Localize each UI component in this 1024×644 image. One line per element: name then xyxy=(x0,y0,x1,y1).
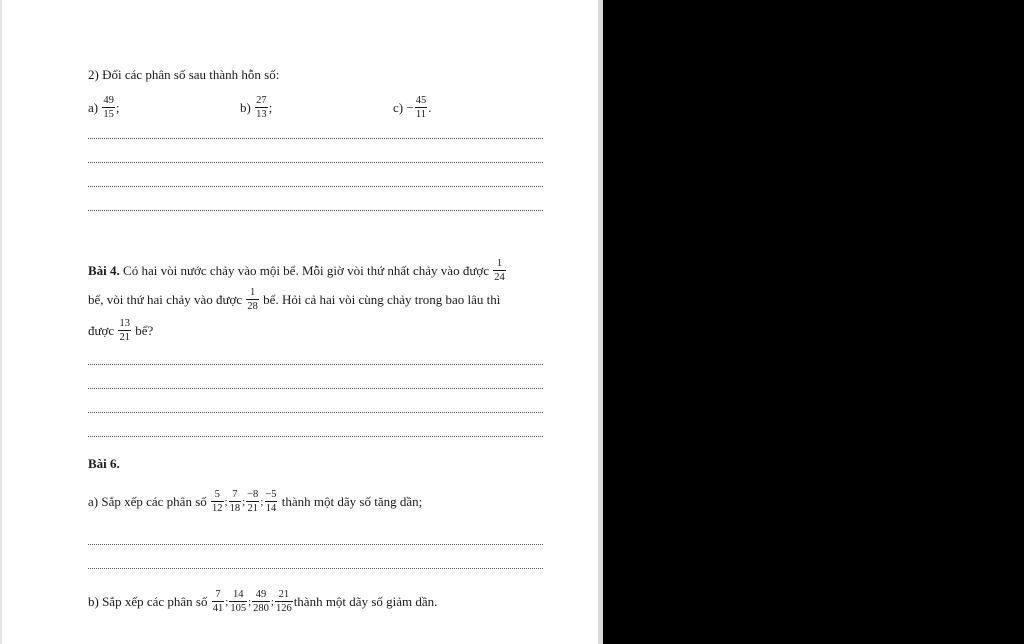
fraction-denominator: 105 xyxy=(230,603,247,614)
q2-item-a xyxy=(88,95,119,120)
bai6-a-pre: a) Sắp xếp các phân số xyxy=(88,493,207,509)
q2-c-suffix: . xyxy=(428,99,432,115)
answer-line xyxy=(88,186,543,187)
page-edge-shadow xyxy=(598,0,603,644)
fraction-denominator: 12 xyxy=(212,503,223,514)
fraction-denominator: 15 xyxy=(103,109,114,120)
bai4-text-3-pre: được xyxy=(88,322,115,338)
bai6-part-b xyxy=(88,589,437,614)
bai4-line-3 xyxy=(88,318,153,343)
bai6-b-pre: b) Sắp xếp các phân số xyxy=(88,593,208,609)
bai6-part-a xyxy=(88,489,422,514)
fraction-denominator: 18 xyxy=(229,503,241,514)
answer-line xyxy=(88,436,543,437)
fraction-numerator: 45 xyxy=(415,95,427,106)
q2-item-b xyxy=(240,95,272,120)
fraction-numerator: 13 xyxy=(119,318,130,329)
bai4-text-2-pre: bể, vòi thứ hai chảy vào được xyxy=(88,291,243,307)
fraction-denominator: 13 xyxy=(256,109,267,120)
separator: ; xyxy=(224,495,228,508)
fraction-numerator: 49 xyxy=(255,589,267,600)
fraction-denominator: 41 xyxy=(212,603,224,614)
bai6-a-post: thành một dãy số tăng dần; xyxy=(281,493,423,509)
fraction-27-13 xyxy=(255,95,268,120)
answer-line xyxy=(88,544,543,545)
separator: ; xyxy=(242,495,246,508)
fraction-7-41 xyxy=(212,589,225,614)
fraction-21-126 xyxy=(275,589,293,614)
q2-c-label: c) xyxy=(393,99,404,115)
fraction-49-280 xyxy=(252,589,270,614)
fraction-neg5-14 xyxy=(264,489,277,514)
separator: ; xyxy=(260,495,264,508)
fraction-numerator: −8 xyxy=(247,489,259,500)
bai4-line-2 xyxy=(88,287,500,312)
bai4-text-1: Có hai vòi nước chảy vào mội bể. Mỗi giờ vòi thứ nhất chảy vào được xyxy=(123,262,490,278)
fraction-7-18 xyxy=(229,489,242,514)
fraction-numerator: 1 xyxy=(250,287,256,298)
answer-line xyxy=(88,568,543,569)
fraction-numerator: −5 xyxy=(265,489,277,500)
fraction-numerator: 27 xyxy=(256,95,267,106)
fraction-1-24 xyxy=(493,258,506,283)
fraction-14-105 xyxy=(229,589,247,614)
fraction-denominator: 28 xyxy=(247,301,258,312)
fraction-denominator: 14 xyxy=(265,503,277,514)
fraction-numerator: 21 xyxy=(278,589,290,600)
fraction-numerator: 1 xyxy=(496,258,503,269)
fraction-denominator: 21 xyxy=(119,332,130,343)
fraction-5-12 xyxy=(211,489,224,514)
fraction-45-11 xyxy=(415,95,428,120)
bai6-b-post: thành một dãy số giảm dần. xyxy=(293,593,438,609)
separator: ; xyxy=(270,595,274,608)
bai4-text-2-post: bể. Hỏi cả hai vòi cùng chảy trong bao lâu thì xyxy=(263,291,501,307)
fraction-1-28 xyxy=(246,287,259,312)
fraction-13-21 xyxy=(118,318,131,343)
q2-b-label: b) xyxy=(240,99,251,115)
answer-line xyxy=(88,388,543,389)
q2-b-suffix: ; xyxy=(268,99,273,115)
answer-line xyxy=(88,210,543,211)
q2-c-sign: − xyxy=(406,99,414,115)
fraction-numerator: 14 xyxy=(232,589,244,600)
fraction-neg8-21 xyxy=(246,489,259,514)
bai6-title: Bài 6. xyxy=(88,456,120,471)
fraction-denominator: 11 xyxy=(415,109,427,120)
bai4-text-3-post: bể? xyxy=(135,322,154,338)
separator: ; xyxy=(248,595,252,608)
question-2-title: 2) Đổi các phân số sau thành hỗn số: xyxy=(88,67,280,82)
answer-line xyxy=(88,412,543,413)
answer-line xyxy=(88,162,543,163)
answer-line xyxy=(88,138,543,139)
fraction-denominator: 21 xyxy=(247,503,258,514)
answer-line xyxy=(88,364,543,365)
fraction-denominator: 126 xyxy=(275,603,292,614)
fraction-denominator: 280 xyxy=(253,603,269,614)
fraction-numerator: 5 xyxy=(214,489,220,500)
fraction-numerator: 7 xyxy=(215,589,221,600)
q2-a-label: a) xyxy=(88,99,99,115)
bai4-line-1 xyxy=(88,258,507,283)
bai4-title: Bài 4. xyxy=(88,262,120,278)
separator: ; xyxy=(225,595,229,608)
fraction-49-15 xyxy=(102,95,115,120)
fraction-numerator: 49 xyxy=(103,95,114,106)
fraction-denominator: 24 xyxy=(494,272,505,283)
q2-a-suffix: ; xyxy=(115,99,120,115)
fraction-numerator: 7 xyxy=(232,489,238,500)
q2-item-c xyxy=(393,95,431,120)
